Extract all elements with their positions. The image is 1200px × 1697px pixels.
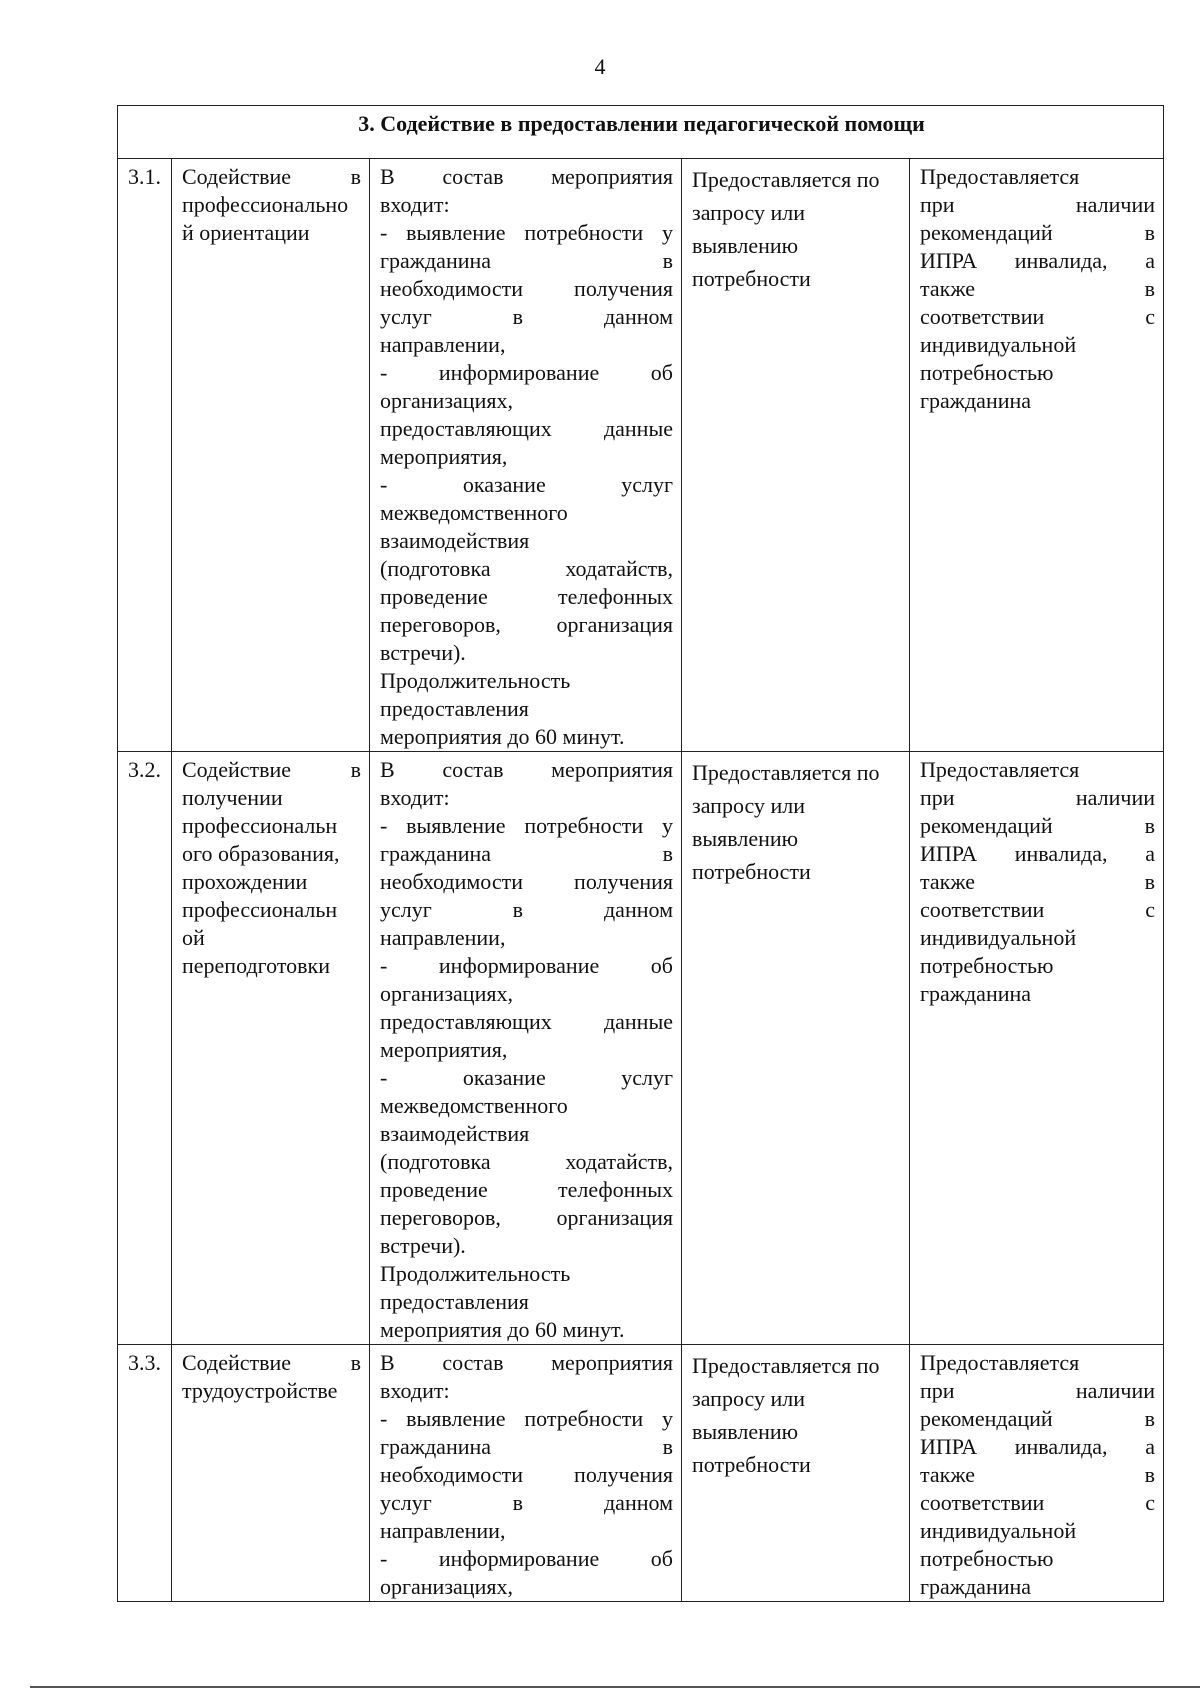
content-line: предоставляющих данные xyxy=(380,1009,673,1034)
provision-line: выявлению xyxy=(692,826,799,851)
provision-line: выявлению xyxy=(692,1419,799,1444)
row-number: 3.3. xyxy=(118,1345,172,1602)
content-line: мероприятия до 60 минут. xyxy=(380,724,625,749)
condition-line: гражданина xyxy=(920,981,1032,1006)
content-line: организациях, xyxy=(380,981,513,1006)
condition-cell xyxy=(910,752,1164,1345)
provision-line: Предоставляется по xyxy=(692,760,880,785)
table-row xyxy=(118,159,1164,752)
name-line: профессиональн xyxy=(182,897,338,922)
content-line: гражданина в xyxy=(380,841,673,866)
content-line: Продолжительность xyxy=(380,668,571,693)
content-line: предоставляющих данные xyxy=(380,416,673,441)
bottom-rule xyxy=(30,1686,1200,1688)
section-title: 3. Содействие в предоставлении педагогической помощи xyxy=(118,106,1164,159)
content-line: входит: xyxy=(380,785,450,810)
section-header-row xyxy=(118,106,1164,159)
content-line: - оказание услуг xyxy=(380,1065,673,1090)
condition-line: также в xyxy=(920,276,1155,301)
content-line: В состав мероприятия xyxy=(380,164,673,189)
content-line: гражданина в xyxy=(380,248,673,273)
content-line: - информирование об xyxy=(380,360,673,385)
provision-line: запросу или xyxy=(692,200,805,225)
provision-line: потребности xyxy=(692,266,811,291)
condition-line: при наличии xyxy=(920,1378,1155,1403)
content-line: услуг в данном xyxy=(380,304,673,329)
content-line: В состав мероприятия xyxy=(380,757,673,782)
condition-line: рекомендаций в xyxy=(920,220,1155,245)
content-line: межведомственного xyxy=(380,1093,568,1118)
content-line: необходимости получения xyxy=(380,1462,673,1487)
condition-line: также в xyxy=(920,1462,1155,1487)
provision-line: потребности xyxy=(692,859,811,884)
name-line: трудоустройстве xyxy=(182,1378,338,1403)
content-line: - выявление потребности у xyxy=(380,1406,673,1431)
content-line: - оказание услуг xyxy=(380,472,673,497)
content-line: входит: xyxy=(380,192,450,217)
content-line: межведомственного xyxy=(380,500,568,525)
measures-table xyxy=(117,105,1164,1602)
name-line: Содействие в xyxy=(182,164,361,189)
content-line: (подготовка ходатайств, xyxy=(380,556,673,581)
condition-line: потребностью xyxy=(920,953,1054,978)
measure-content-cell xyxy=(370,159,682,752)
content-line: необходимости получения xyxy=(380,276,673,301)
content-line: Продолжительность xyxy=(380,1261,571,1286)
condition-line: индивидуальной xyxy=(920,1518,1077,1543)
condition-line: соответствии с xyxy=(920,304,1155,329)
name-line: ой xyxy=(182,925,205,950)
content-line: гражданина в xyxy=(380,1434,673,1459)
table-row xyxy=(118,1345,1164,1602)
content-line: (подготовка ходатайств, xyxy=(380,1149,673,1174)
condition-line: потребностью xyxy=(920,360,1054,385)
content-line: направлении, xyxy=(380,925,506,950)
condition-line: потребностью xyxy=(920,1546,1054,1571)
condition-line: рекомендаций в xyxy=(920,1406,1155,1431)
content-line: взаимодействия xyxy=(380,528,530,553)
content-line: проведение телефонных xyxy=(380,584,673,609)
content-line: услуг в данном xyxy=(380,1490,673,1515)
condition-line: при наличии xyxy=(920,192,1155,217)
provision-line: выявлению xyxy=(692,233,799,258)
content-line: необходимости получения xyxy=(380,869,673,894)
measure-name-cell xyxy=(172,1345,370,1602)
condition-line: соответствии с xyxy=(920,897,1155,922)
content-line: направлении, xyxy=(380,332,506,357)
name-line: получении xyxy=(182,785,283,810)
table-row xyxy=(118,752,1164,1345)
name-line: ого образования, xyxy=(182,841,340,866)
provision-cell xyxy=(682,1345,910,1602)
provision-line: запросу или xyxy=(692,1386,805,1411)
content-line: мероприятия, xyxy=(380,444,508,469)
content-line: направлении, xyxy=(380,1518,506,1543)
condition-line: индивидуальной xyxy=(920,332,1077,357)
content-line: - выявление потребности у xyxy=(380,220,673,245)
condition-cell xyxy=(910,1345,1164,1602)
content-line: встречи). xyxy=(380,1233,466,1258)
content-line: - информирование об xyxy=(380,953,673,978)
condition-line: Предоставляется xyxy=(920,1350,1080,1375)
name-line: профессионально xyxy=(182,192,349,217)
name-line: Содействие в xyxy=(182,1350,361,1375)
condition-line: гражданина xyxy=(920,388,1032,413)
content-line: предоставления xyxy=(380,696,529,721)
condition-line: при наличии xyxy=(920,785,1155,810)
provision-cell xyxy=(682,159,910,752)
content-line: встречи). xyxy=(380,640,466,665)
name-line: прохождении xyxy=(182,869,308,894)
condition-line: Предоставляется xyxy=(920,757,1080,782)
content-line: переговоров, организация xyxy=(380,1205,673,1230)
content-line: организациях, xyxy=(380,1574,513,1599)
page-number: 4 xyxy=(594,54,606,79)
name-line: переподготовки xyxy=(182,953,330,978)
condition-line: индивидуальной xyxy=(920,925,1077,950)
content-line: В состав мероприятия xyxy=(380,1350,673,1375)
content-line: проведение телефонных xyxy=(380,1177,673,1202)
provision-line: Предоставляется по xyxy=(692,167,880,192)
content-line: мероприятия до 60 минут. xyxy=(380,1317,625,1342)
provision-line: Предоставляется по xyxy=(692,1353,880,1378)
name-line: й ориентации xyxy=(182,220,310,245)
provision-line: потребности xyxy=(692,1452,811,1477)
condition-line: ИПРА инвалида, а xyxy=(920,248,1155,273)
measure-content-cell xyxy=(370,1345,682,1602)
condition-line: также в xyxy=(920,869,1155,894)
condition-line: рекомендаций в xyxy=(920,813,1155,838)
condition-line: Предоставляется xyxy=(920,164,1080,189)
row-number: 3.1. xyxy=(118,159,172,752)
provision-line: запросу или xyxy=(692,793,805,818)
condition-line: ИПРА инвалида, а xyxy=(920,1434,1155,1459)
condition-line: гражданина xyxy=(920,1574,1032,1599)
content-line: услуг в данном xyxy=(380,897,673,922)
condition-cell xyxy=(910,159,1164,752)
name-line: профессиональн xyxy=(182,813,338,838)
name-line: Содействие в xyxy=(182,757,361,782)
measure-name-cell xyxy=(172,752,370,1345)
content-line: - информирование об xyxy=(380,1546,673,1571)
content-line: - выявление потребности у xyxy=(380,813,673,838)
measure-content-cell xyxy=(370,752,682,1345)
content-line: мероприятия, xyxy=(380,1037,508,1062)
condition-line: ИПРА инвалида, а xyxy=(920,841,1155,866)
provision-cell xyxy=(682,752,910,1345)
row-number: 3.2. xyxy=(118,752,172,1345)
content-line: переговоров, организация xyxy=(380,612,673,637)
condition-line: соответствии с xyxy=(920,1490,1155,1515)
measure-name-cell xyxy=(172,159,370,752)
content-line: предоставления xyxy=(380,1289,529,1314)
content-line: входит: xyxy=(380,1378,450,1403)
content-line: взаимодействия xyxy=(380,1121,530,1146)
content-line: организациях, xyxy=(380,388,513,413)
